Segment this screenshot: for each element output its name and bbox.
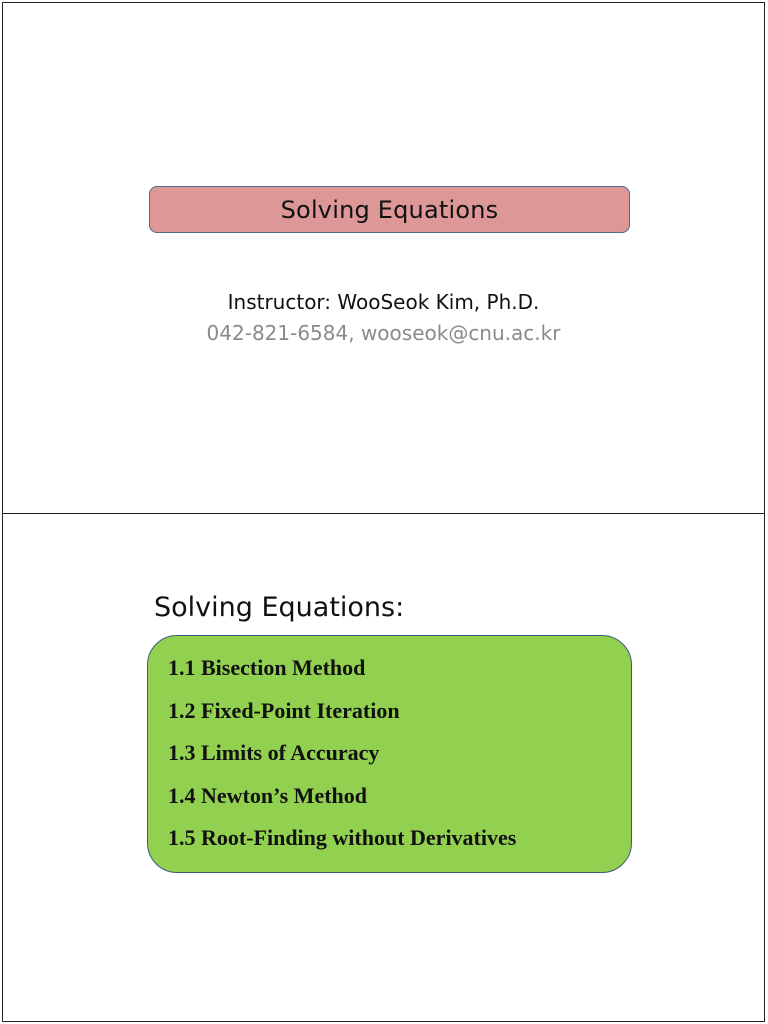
- slide-title-text: Solving Equations: [280, 195, 499, 224]
- topic-item-accuracy: 1.3 Limits of Accuracy: [168, 740, 380, 765]
- topic-box: [147, 635, 632, 873]
- instructor-line: Instructor: WooSeok Kim, Ph.D.: [227, 290, 540, 314]
- topic-list: [168, 654, 516, 867]
- topic-item-fixed-point: 1.2 Fixed-Point Iteration: [168, 697, 400, 723]
- topic-item-newton: 1.4 Newton’s Method: [168, 782, 367, 808]
- slide-contents: [2, 513, 765, 1022]
- topic-item-root-finding: 1.5 Root-Finding without Derivatives: [168, 825, 517, 850]
- contact-line: 042-821-6584, wooseok@cnu.ac.kr: [206, 321, 561, 345]
- title-box: [149, 186, 630, 233]
- slide-title: [2, 2, 765, 514]
- topic-item-bisection: 1.1 Bisection Method: [168, 655, 366, 680]
- contents-heading: Solving Equations:: [154, 592, 405, 623]
